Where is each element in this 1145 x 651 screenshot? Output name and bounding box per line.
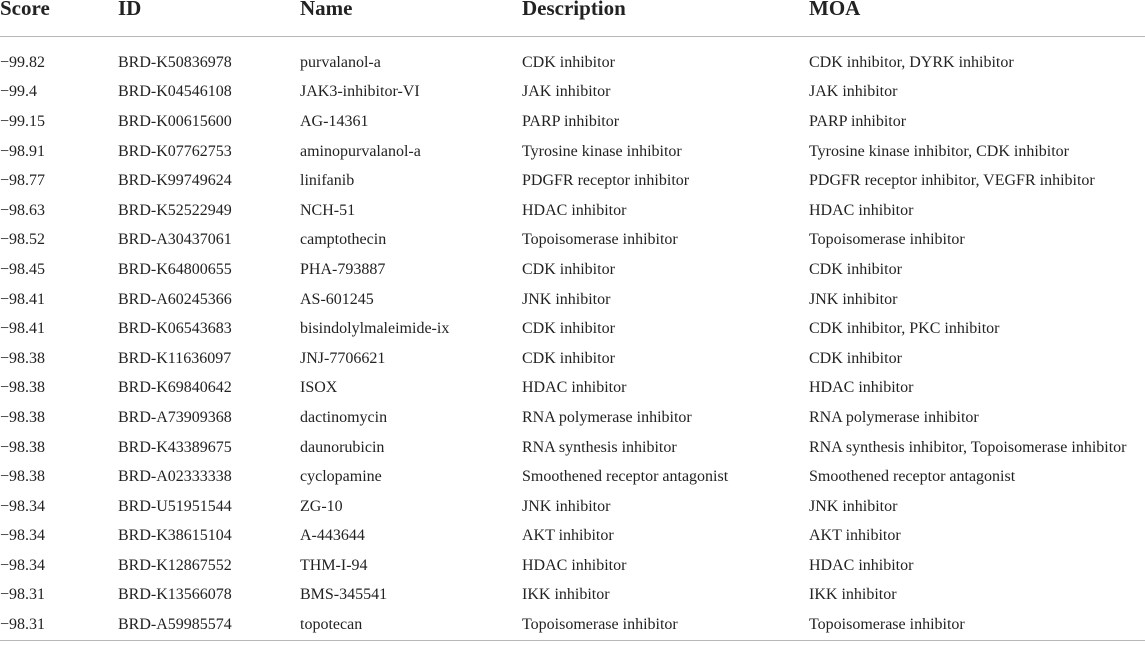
moa-cell: CDK inhibitor, DYRK inhibitor — [809, 53, 1014, 71]
id-cell: BRD-K64800655 — [118, 260, 232, 278]
moa-cell: Topoisomerase inhibitor — [809, 610, 1145, 641]
moa-cell: JAK inhibitor — [809, 83, 898, 101]
table-row — [0, 48, 1145, 78]
description-cell: RNA polymerase inhibitor — [522, 408, 692, 426]
moa-cell: HDAC inhibitor — [809, 379, 914, 397]
moa-cell: HDAC inhibitor — [809, 201, 914, 219]
moa-cell: HDAC inhibitor — [809, 556, 914, 574]
name-cell: camptothecin — [300, 231, 387, 249]
moa-cell: Smoothened receptor antagonist — [809, 468, 1016, 486]
score-cell: −98.38 — [0, 468, 46, 486]
moa-cell: IKK inhibitor — [809, 586, 897, 604]
description-cell: RNA synthesis inhibitor — [522, 438, 677, 456]
name-cell: PHA-793887 — [300, 260, 386, 278]
table-row — [0, 374, 1145, 404]
header-spacer — [0, 37, 1145, 49]
id-cell: BRD-K13566078 — [118, 586, 232, 604]
name-cell: BMS-345541 — [300, 586, 388, 604]
moa-cell: AKT inhibitor — [809, 527, 901, 545]
table-row — [0, 581, 1145, 611]
description-cell: CDK inhibitor — [522, 53, 615, 71]
table-row — [0, 78, 1145, 108]
score-cell: −98.77 — [0, 172, 46, 190]
table-row — [0, 344, 1145, 374]
moa-cell: Tyrosine kinase inhibitor, CDK inhibitor — [809, 142, 1069, 160]
name-cell: ZG-10 — [300, 497, 343, 515]
name-cell: THM-I-94 — [300, 556, 368, 574]
description-cell: HDAC inhibitor — [522, 556, 627, 574]
id-cell: BRD-A73909368 — [118, 408, 232, 426]
id-cell: BRD-K04546108 — [118, 83, 232, 101]
table-row — [0, 137, 1145, 167]
description-cell: CDK inhibitor — [522, 260, 615, 278]
header-score: Score — [0, 0, 118, 37]
description-cell: AKT inhibitor — [522, 527, 614, 545]
name-cell: JNJ-7706621 — [300, 349, 386, 367]
table-row — [0, 107, 1145, 137]
description-cell: PARP inhibitor — [522, 112, 620, 130]
name-cell: A-443644 — [300, 527, 365, 545]
table-row — [0, 314, 1145, 344]
score-cell: −98.45 — [0, 260, 46, 278]
score-cell: −98.41 — [0, 290, 46, 308]
score-cell: −98.38 — [0, 408, 46, 426]
id-cell: BRD-K50836978 — [118, 53, 232, 71]
score-cell: −98.38 — [0, 438, 46, 456]
description-cell: Topoisomerase inhibitor — [522, 610, 809, 641]
moa-cell: CDK inhibitor — [809, 260, 902, 278]
id-cell: BRD-K99749624 — [118, 172, 232, 190]
score-cell: −98.34 — [0, 556, 46, 574]
table-row — [0, 255, 1145, 285]
moa-cell: RNA synthesis inhibitor, Topoisomerase inhibitor — [809, 438, 1127, 456]
description-cell: Tyrosine kinase inhibitor — [522, 142, 682, 160]
id-cell: BRD-K38615104 — [118, 527, 232, 545]
moa-cell: PDGFR receptor inhibitor, VEGFR inhibitor — [809, 172, 1095, 190]
name-cell: daunorubicin — [300, 438, 385, 456]
table-row — [0, 610, 1145, 641]
score-cell: −98.31 — [0, 586, 46, 604]
header-id: ID — [118, 0, 300, 37]
score-cell: −99.4 — [0, 83, 38, 101]
score-cell: −98.38 — [0, 379, 46, 397]
table-row — [0, 403, 1145, 433]
header-moa: MOA — [809, 0, 1145, 37]
description-cell: HDAC inhibitor — [522, 201, 627, 219]
id-cell: BRD-K07762753 — [118, 142, 232, 160]
name-cell: JAK3-inhibitor-VI — [300, 83, 420, 101]
header-row — [0, 0, 1145, 37]
name-cell: bisindolylmaleimide-ix — [300, 320, 450, 338]
score-cell: −98.31 — [0, 610, 118, 641]
name-cell: dactinomycin — [300, 408, 388, 426]
description-cell: Smoothened receptor antagonist — [522, 468, 729, 486]
header-name: Name — [300, 0, 522, 37]
id-cell: BRD-K00615600 — [118, 112, 232, 130]
description-cell: JAK inhibitor — [522, 83, 611, 101]
id-cell: BRD-K06543683 — [118, 320, 232, 338]
description-cell: Topoisomerase inhibitor — [522, 231, 678, 249]
description-cell: HDAC inhibitor — [522, 379, 627, 397]
name-cell: purvalanol-a — [300, 53, 381, 71]
name-cell: AS-601245 — [300, 290, 374, 308]
description-cell: CDK inhibitor — [522, 349, 615, 367]
description-cell: JNK inhibitor — [522, 290, 611, 308]
table-row — [0, 462, 1145, 492]
score-cell: −98.52 — [0, 231, 46, 249]
table-row — [0, 166, 1145, 196]
description-cell: JNK inhibitor — [522, 497, 611, 515]
id-cell: BRD-K12867552 — [118, 556, 232, 574]
table-row — [0, 285, 1145, 315]
table-row — [0, 522, 1145, 552]
score-cell: −98.63 — [0, 201, 46, 219]
description-cell: CDK inhibitor — [522, 320, 615, 338]
table-row — [0, 433, 1145, 463]
name-cell: aminopurvalanol-a — [300, 142, 421, 160]
table-body — [0, 37, 1145, 641]
moa-cell: JNK inhibitor — [809, 497, 898, 515]
moa-cell: RNA polymerase inhibitor — [809, 408, 979, 426]
id-cell: BRD-U51951544 — [118, 497, 232, 515]
score-cell: −98.41 — [0, 320, 46, 338]
name-cell: NCH-51 — [300, 201, 356, 219]
id-cell: BRD-K52522949 — [118, 201, 232, 219]
name-cell: ISOX — [300, 379, 338, 397]
moa-cell: Topoisomerase inhibitor — [809, 231, 965, 249]
table-row — [0, 492, 1145, 522]
id-cell: BRD-K11636097 — [118, 349, 232, 367]
score-cell: −98.34 — [0, 497, 46, 515]
name-cell: topotecan — [300, 610, 522, 641]
id-cell: BRD-K69840642 — [118, 379, 232, 397]
id-cell: BRD-A02333338 — [118, 468, 232, 486]
description-cell: IKK inhibitor — [522, 586, 610, 604]
score-cell: −98.91 — [0, 142, 46, 160]
name-cell: AG-14361 — [300, 112, 369, 130]
name-cell: cyclopamine — [300, 468, 382, 486]
table-row — [0, 551, 1145, 581]
table-header — [0, 0, 1145, 37]
id-cell: BRD-A30437061 — [118, 231, 232, 249]
header-description: Description — [522, 0, 809, 37]
score-cell: −99.15 — [0, 112, 46, 130]
id-cell: BRD-K43389675 — [118, 438, 232, 456]
id-cell: BRD-A60245366 — [118, 290, 232, 308]
description-cell: PDGFR receptor inhibitor — [522, 172, 690, 190]
score-cell: −99.82 — [0, 53, 46, 71]
table-row — [0, 226, 1145, 256]
moa-cell: PARP inhibitor — [809, 112, 907, 130]
moa-cell: JNK inhibitor — [809, 290, 898, 308]
score-cell: −98.38 — [0, 349, 46, 367]
moa-cell: CDK inhibitor — [809, 349, 902, 367]
id-cell: BRD-A59985574 — [118, 610, 300, 641]
score-cell: −98.34 — [0, 527, 46, 545]
name-cell: linifanib — [300, 172, 355, 190]
table-row — [0, 196, 1145, 226]
moa-cell: CDK inhibitor, PKC inhibitor — [809, 320, 1000, 338]
